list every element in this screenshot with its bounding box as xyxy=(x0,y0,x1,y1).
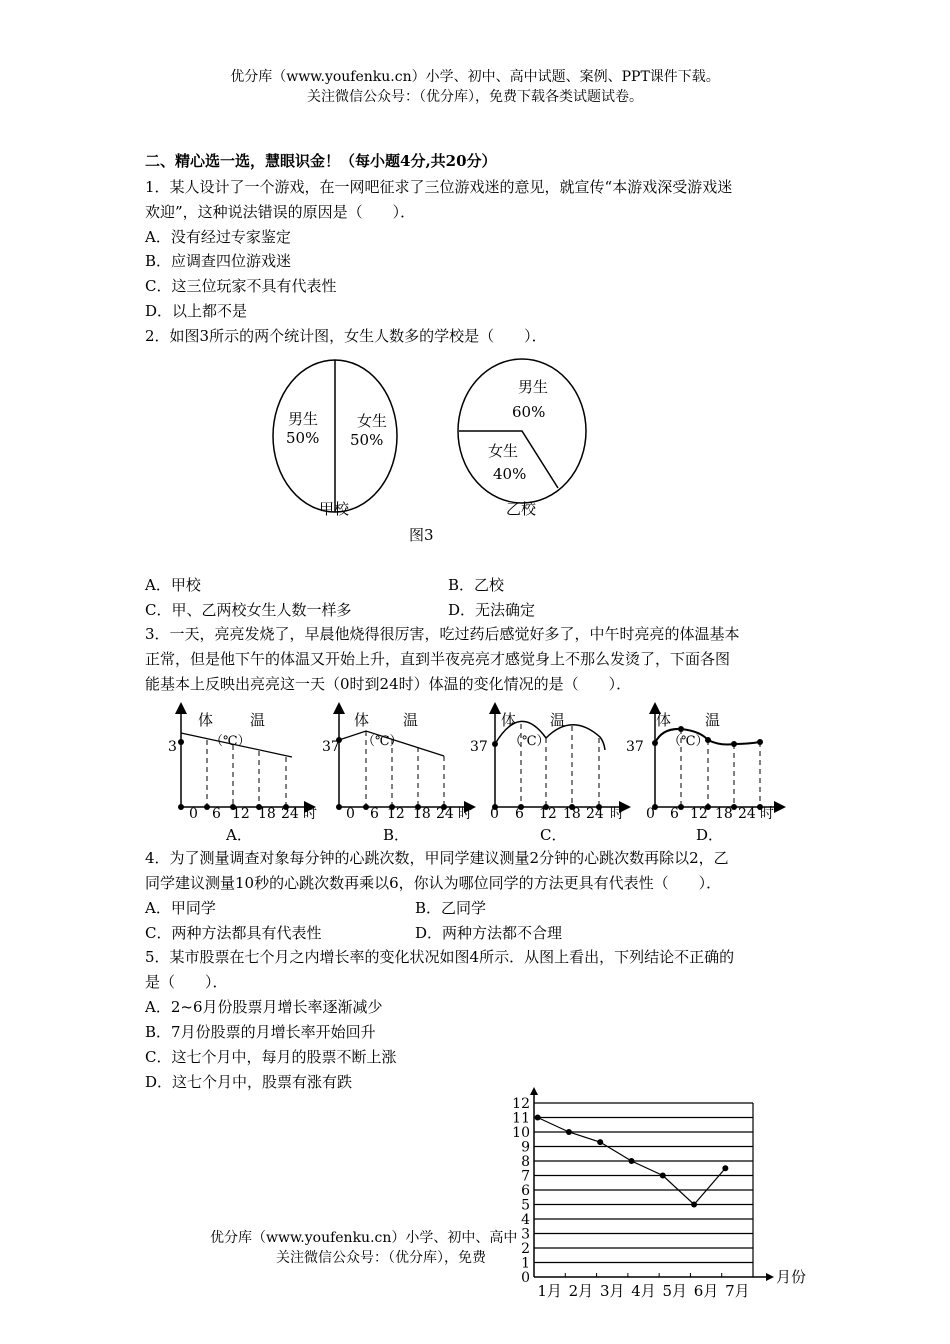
svg-text:时: 时 xyxy=(303,806,317,822)
y-tick-label: 1 xyxy=(521,1255,530,1272)
svg-text:12: 12 xyxy=(232,806,250,822)
svg-text:体: 体 xyxy=(354,711,370,729)
q3-label-b: B． xyxy=(383,826,410,844)
q1-stem-2: 欢迎”，这种说法错误的原因是（ ）． xyxy=(145,203,416,221)
svg-text:（℃）: （℃） xyxy=(210,734,251,749)
pie-yi-boys-label: 男生 xyxy=(518,378,549,396)
svg-text:0: 0 xyxy=(189,806,198,822)
svg-text:18: 18 xyxy=(413,806,431,822)
q3-graph-b xyxy=(322,708,472,844)
q1-stem-1: 1．某人设计了一个游戏，在一网吧征求了三位游戏迷的意见，就宣传“本游戏深受游戏迷 xyxy=(145,178,733,196)
pie-jia-girls-label: 女生 xyxy=(357,412,388,430)
y-tick-label: 8 xyxy=(521,1154,530,1170)
svg-text:时: 时 xyxy=(760,806,774,822)
footer-line-1: 优分库（www.youfenku.cn）小学、初中、高中 xyxy=(210,1230,518,1246)
svg-text:37: 37 xyxy=(470,739,488,755)
q3-stem-2: 正常，但是他下午的体温又开始上升，直到半夜亮亮才感觉身上不那么发烫了，下面各图 xyxy=(145,650,731,668)
figure-3-pies xyxy=(0,0,950,560)
y-tick-label: 11 xyxy=(512,1110,530,1127)
svg-text:时: 时 xyxy=(610,806,624,822)
svg-text:24: 24 xyxy=(586,806,604,822)
pie-jia-boys-pct: 50% xyxy=(286,429,320,447)
q4-stem-2: 同学建议测量10秒的心跳次数再乘以6，你认为哪位同学的方法更具有代表性（ ）． xyxy=(145,874,722,892)
svg-text:（℃）: （℃） xyxy=(362,734,403,749)
svg-text:12: 12 xyxy=(387,806,405,822)
q2-option-d: D．无法确定 xyxy=(448,601,536,619)
q5-option-c: C．这七个月中，每月的股票不断上涨 xyxy=(145,1048,397,1066)
data-point xyxy=(566,1129,572,1135)
y-axis-arrow xyxy=(530,1087,538,1095)
q1-option-a: A．没有经过专家鉴定 xyxy=(145,228,291,246)
q4-option-b: B．乙同学 xyxy=(415,899,487,917)
data-point xyxy=(691,1202,697,1208)
svg-text:3: 3 xyxy=(168,739,177,755)
q1-option-c: C．这三位玩家不具有代表性 xyxy=(145,277,337,295)
svg-text:温: 温 xyxy=(250,711,266,729)
y-tick-label: 4 xyxy=(521,1212,530,1228)
data-point xyxy=(597,1139,603,1145)
header-line-1: 优分库（www.youfenku.cn）小学、初中、高中试题、案例、PPT课件下载。 xyxy=(230,69,720,85)
x-axis-arrow xyxy=(766,1273,774,1281)
x-tick-label: 7月 xyxy=(725,1282,750,1300)
q3-graph-a xyxy=(168,708,317,844)
x-axis-label: 月份 xyxy=(776,1268,807,1286)
pie-yi-boys-pct: 60% xyxy=(512,403,546,421)
pie-yi-name: 乙校 xyxy=(506,500,537,518)
x-tick-label: 3月 xyxy=(599,1282,625,1300)
svg-text:6: 6 xyxy=(212,806,221,822)
svg-text:体: 体 xyxy=(501,711,517,729)
pie-jia-girls-pct: 50% xyxy=(350,431,384,449)
y-tick-label: 10 xyxy=(512,1125,530,1141)
svg-text:24: 24 xyxy=(281,806,299,822)
q3-label-d: D． xyxy=(696,826,724,844)
svg-text:0: 0 xyxy=(646,806,655,822)
svg-text:温: 温 xyxy=(705,711,721,729)
q5-option-d: D．这七个月中，股票有涨有跌 xyxy=(145,1073,353,1091)
svg-text:体: 体 xyxy=(198,711,214,729)
y-tick-label: 3 xyxy=(521,1226,530,1243)
svg-text:（℃）: （℃） xyxy=(509,734,550,749)
svg-text:18: 18 xyxy=(715,806,733,822)
x-tick-label: 6月 xyxy=(693,1282,719,1300)
q1-option-b: B．应调查四位游戏迷 xyxy=(145,252,292,270)
section-title: 二、精心选一选，慧眼识金！（每小题4分,共20分） xyxy=(145,152,497,170)
svg-text:0: 0 xyxy=(346,806,355,822)
q3-stem-3: 能基本上反映出亮亮这一天（0时到24时）体温的变化情况的是（ ）． xyxy=(145,675,632,693)
x-tick-label: 1月 xyxy=(537,1282,562,1300)
svg-text:18: 18 xyxy=(258,806,276,822)
svg-text:24: 24 xyxy=(436,806,454,822)
data-point xyxy=(629,1158,635,1164)
y-tick-label: 12 xyxy=(512,1096,530,1112)
svg-text:24: 24 xyxy=(738,806,756,822)
pie-jia-name: 甲校 xyxy=(319,500,350,518)
svg-text:37: 37 xyxy=(322,739,340,755)
pie-jia-boys-label: 男生 xyxy=(288,410,319,428)
q3-label-c: C． xyxy=(540,826,567,844)
x-tick-label: 4月 xyxy=(631,1282,656,1300)
q4-option-a: A．甲同学 xyxy=(145,899,216,917)
svg-text:0: 0 xyxy=(490,806,499,822)
svg-text:12: 12 xyxy=(539,806,557,822)
svg-text:体: 体 xyxy=(656,711,672,729)
y-tick-label: 9 xyxy=(521,1139,530,1156)
svg-text:温: 温 xyxy=(403,711,419,729)
q2-option-a: A．甲校 xyxy=(145,576,201,594)
x-tick-label: 2月 xyxy=(568,1282,594,1300)
q2-option-c: C．甲、乙两校女生人数一样多 xyxy=(145,601,352,619)
y-tick-label: 2 xyxy=(521,1241,530,1257)
q5-stem-2: 是（ ）． xyxy=(145,973,228,991)
q1-option-d: D．以上都不是 xyxy=(145,302,248,320)
q3-temperature-graphs xyxy=(0,700,950,850)
svg-text:温: 温 xyxy=(550,711,566,729)
svg-text:6: 6 xyxy=(670,806,679,822)
q3-graph-c xyxy=(470,708,625,844)
footer-line-2: 关注微信公众号：（优分库），免费 xyxy=(276,1250,486,1266)
svg-text:37: 37 xyxy=(626,739,644,755)
svg-text:6: 6 xyxy=(515,806,524,822)
x-tick-label: 5月 xyxy=(662,1282,688,1300)
figure-3-caption: 图3 xyxy=(409,526,434,544)
q3-label-a: A． xyxy=(226,826,252,844)
data-point xyxy=(535,1115,541,1121)
q5-option-b: B．7月份股票的月增长率开始回升 xyxy=(145,1023,376,1041)
q3-graph-d xyxy=(626,708,780,844)
pie-yi-girls-pct: 40% xyxy=(493,465,527,483)
header-line-2: 关注微信公众号：（优分库），免费下载各类试题试卷。 xyxy=(307,89,643,105)
y-tick-label: 5 xyxy=(521,1197,530,1214)
svg-text:18: 18 xyxy=(563,806,581,822)
data-point xyxy=(660,1173,666,1179)
q3-stem-1: 3．一天，亮亮发烧了，早晨他烧得很厉害，吃过药后感觉好多了，中午时亮亮的体温基本 xyxy=(145,625,740,643)
pie-yi-girls-label: 女生 xyxy=(488,442,519,460)
q5-option-a: A．2~6月份股票月增长率逐渐减少 xyxy=(145,998,383,1016)
q4-stem-1: 4．为了测量调查对象每分钟的心跳次数，甲同学建议测量2分钟的心跳次数再除以2，乙 xyxy=(145,849,729,867)
svg-text:（℃）: （℃） xyxy=(668,734,709,749)
y-tick-label: 0 xyxy=(521,1270,530,1286)
y-tick-label: 6 xyxy=(521,1183,530,1199)
q4-option-c: C．两种方法都具有代表性 xyxy=(145,924,322,942)
svg-text:时: 时 xyxy=(458,806,472,822)
q4-option-d: D．两种方法都不合理 xyxy=(415,924,563,942)
q2-option-b: B．乙校 xyxy=(448,576,505,594)
data-point xyxy=(722,1165,728,1171)
y-tick-label: 7 xyxy=(521,1168,530,1185)
q2-stem: 2．如图3所示的两个统计图，女生人数多的学校是（ ）． xyxy=(145,327,547,345)
svg-text:12: 12 xyxy=(690,806,708,822)
q5-stem-1: 5．某市股票在七个月之内增长率的变化状况如图4所示．从图上看出，下列结论不正确的 xyxy=(145,948,735,966)
svg-text:6: 6 xyxy=(370,806,379,822)
stock-growth-chart xyxy=(490,1085,820,1305)
